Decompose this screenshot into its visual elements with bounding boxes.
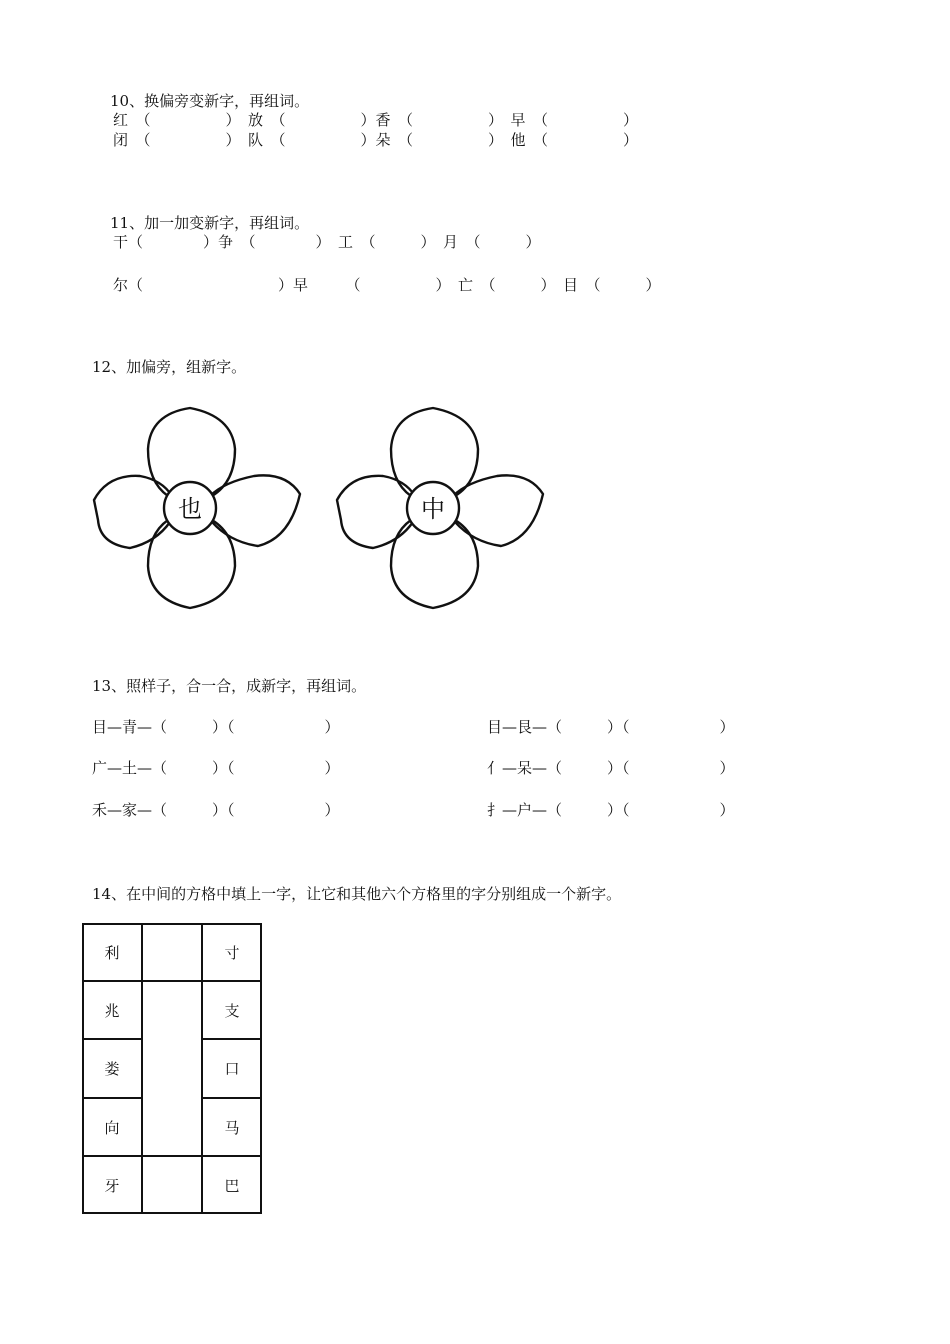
grid-left-cell-1: 利	[104, 943, 120, 962]
q11-row-2: 尔（ ）早 （ ） 亡 （ ） 目 （ ）	[113, 276, 661, 294]
grid-right-cell-5: 巴	[224, 1176, 240, 1195]
grid-left-cell-4: 向	[104, 1118, 120, 1137]
q10-row-2: 闭 （ ） 队 （ ）朵 （ ） 他 （ ）	[113, 131, 639, 149]
q13-right-row-3: 扌—户—（ ）（ ）	[487, 801, 735, 819]
grid-left-cell-5: 牙	[104, 1176, 120, 1195]
q12-title: 12、加偏旁，组新字。	[92, 358, 247, 376]
q11-title: 11、加一加变新字，再组词。	[110, 214, 310, 232]
flower-2-center-char: 中	[421, 495, 445, 523]
flower-1-center-char: 也	[178, 495, 202, 523]
grid-center-blank[interactable]	[143, 982, 201, 1155]
q13-left-row-3: 禾—家—（ ）（ ）	[92, 801, 340, 819]
q13-left-row-2: 广—土—（ ）（ ）	[92, 759, 340, 777]
q11-row-1: 干（ ）争 （ ） 工 （ ） 月 （ ）	[113, 233, 541, 251]
q13-left-row-1: 目—青—（ ）（ ）	[92, 718, 340, 736]
grid-right-cell-1: 寸	[224, 943, 240, 962]
grid-right-cell-2: 支	[224, 1001, 240, 1020]
grid-right-cell-3: 口	[224, 1059, 240, 1078]
grid-left-cell-2: 兆	[104, 1001, 120, 1020]
grid-right-cell-4: 马	[224, 1118, 240, 1137]
q14-grid	[82, 923, 262, 1214]
q10-row-1: 红 （ ） 放 （ ）香 （ ） 早 （ ）	[113, 111, 639, 129]
q14-title: 14、在中间的方格中填上一字，让它和其他六个方格里的字分别组成一个新字。	[92, 885, 622, 903]
q13-title: 13、照样子，合一合，成新字，再组词。	[92, 677, 367, 695]
q13-right-row-2: 亻—呆—（ ）（ ）	[487, 759, 735, 777]
q10-title: 10、换偏旁变新字，再组词。	[110, 92, 310, 110]
q13-right-row-1: 目—艮—（ ）（ ）	[487, 718, 735, 736]
grid-left-cell-3: 娄	[104, 1059, 120, 1078]
